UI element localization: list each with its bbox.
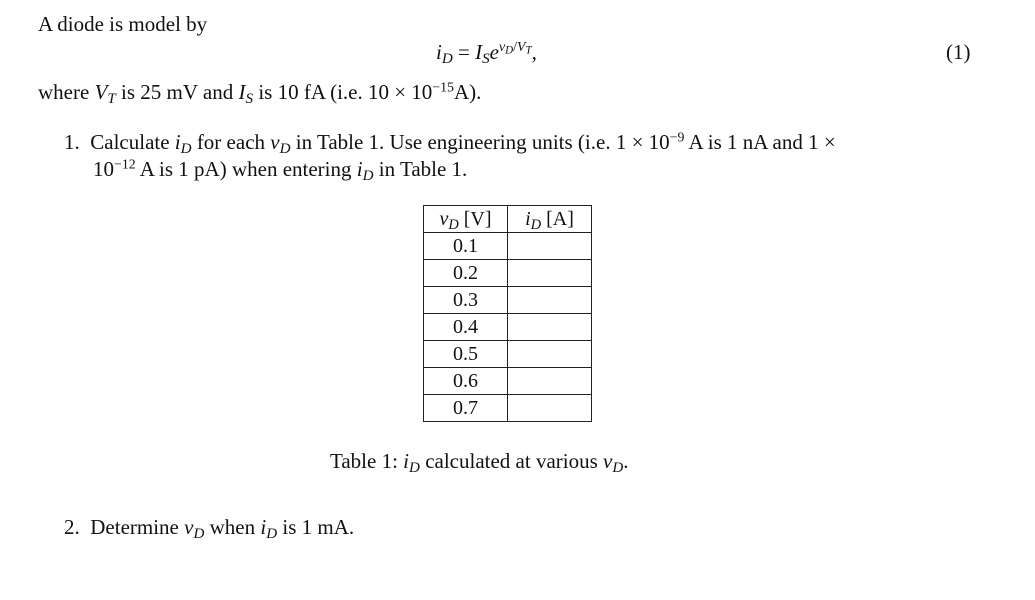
id-cell[interactable]: [508, 233, 592, 260]
header-vd: $v_D$ [V]: [424, 206, 508, 233]
question-1: 1. Calculate $i_D$ for each $v_D$ in Table 1. Use engineering units (i.e. $1 \times 10^{-9}$ A is 1 nA and 1 ×: [64, 129, 836, 158]
q2-text-a: Determine: [90, 515, 179, 539]
q1-text-e: A is 1 pA) when entering: [139, 157, 352, 181]
where-word: where: [38, 80, 90, 104]
q1-text-b: for each: [196, 130, 266, 154]
vt-value: is 25 mV and: [121, 80, 234, 104]
where-line: where $V_T$ is 25 mV and $I_S$ is 10 fA (i.e. $10 \times 10^{-15}A$).: [38, 79, 482, 108]
vd-cell: 0.1: [424, 233, 508, 260]
exponent: −15: [432, 79, 454, 95]
table-caption: Table 1: $i_D$ calculated at various $v_D$.: [330, 449, 629, 477]
vd-cell: 0.6: [424, 368, 508, 395]
question-2: 2. Determine $v_D$ when $i_D$ is 1 mA.: [64, 515, 355, 543]
id-cell[interactable]: [508, 368, 592, 395]
where-tail: A).: [454, 80, 482, 104]
id-cell[interactable]: [508, 341, 592, 368]
caption-middle: calculated at various: [425, 449, 598, 473]
q1-exp-9: −9: [669, 129, 685, 145]
header-id-unit: [A]: [546, 208, 574, 230]
q1-text-d: A is 1 nA and 1 ×: [688, 130, 836, 154]
caption-prefix: Table 1:: [330, 449, 398, 473]
question-1-number: 1.: [64, 130, 80, 154]
table-row: [424, 395, 592, 422]
table-row: [424, 368, 592, 395]
q2-text-b: when: [209, 515, 256, 539]
vd-cell: 0.7: [424, 395, 508, 422]
diode-equation: $i_D = I_Se^{vD/VT}$,: [436, 39, 537, 68]
caption-end: .: [623, 449, 629, 473]
id-cell[interactable]: [508, 395, 592, 422]
id-cell[interactable]: [508, 287, 592, 314]
vd-cell: 0.2: [424, 260, 508, 287]
q1-base-10: 10: [93, 157, 114, 181]
vd-cell: 0.3: [424, 287, 508, 314]
vd-cell: 0.4: [424, 314, 508, 341]
header-vd-unit: [V]: [463, 208, 492, 230]
diode-current-table: [423, 205, 592, 422]
equation-number: (1): [946, 40, 971, 64]
q1-exp-12: −12: [114, 156, 136, 172]
question-2-number: 2.: [64, 515, 80, 539]
vd-cell: 0.5: [424, 341, 508, 368]
table-row: [424, 233, 592, 260]
table-row: [424, 314, 592, 341]
id-cell[interactable]: [508, 260, 592, 287]
question-1-continued: $10^{-12}$ A is 1 pA) when entering $i_D$ in Table 1.: [93, 156, 468, 185]
table-row: [424, 287, 592, 314]
table-row: [424, 260, 592, 287]
q1-text-c: in Table 1. Use engineering units (i.e. 1 × 10: [295, 130, 670, 154]
intro-text: A diode is model by: [38, 12, 208, 36]
table-row: [424, 341, 592, 368]
q1-text-a: Calculate: [90, 130, 170, 154]
table-header-row: [424, 206, 592, 233]
q2-text-c: is 1 mA.: [282, 515, 355, 539]
header-id: $i_D$ [A]: [508, 206, 592, 233]
is-value: is 10 fA (i.e. 10 × 10: [258, 80, 433, 104]
q1-text-f: in Table 1.: [378, 157, 468, 181]
id-cell[interactable]: [508, 314, 592, 341]
